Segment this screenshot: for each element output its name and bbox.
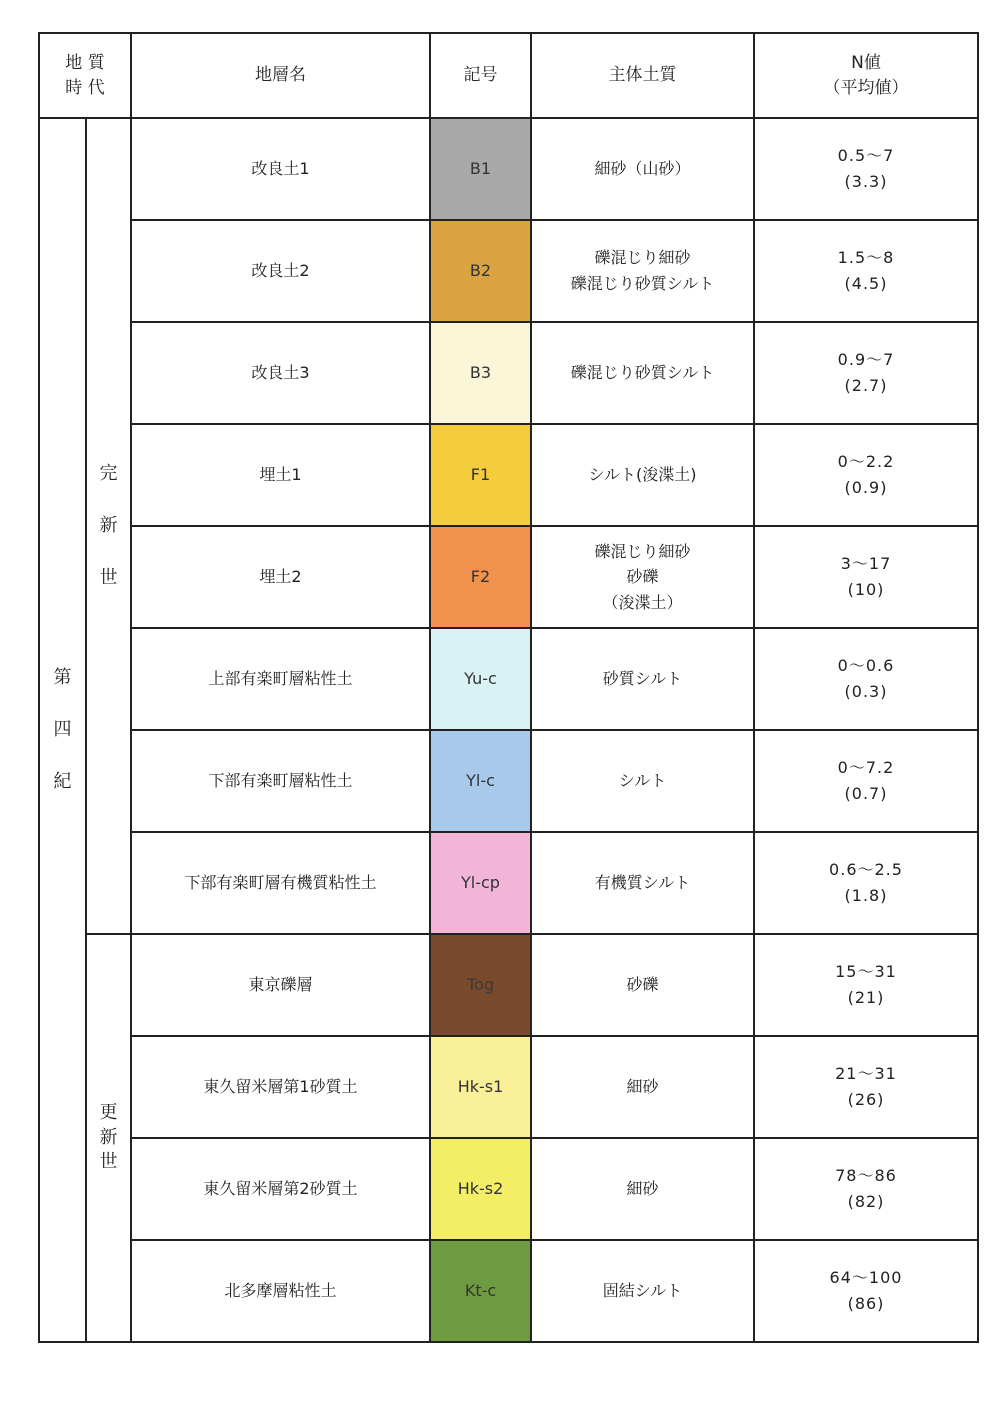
n-value-range: 15～31 xyxy=(835,962,897,982)
n-value-cell xyxy=(754,832,978,934)
main-soil-cell xyxy=(531,1036,754,1138)
stratum-name-cell: 上部有楽町層粘性土 xyxy=(131,628,430,730)
table-row xyxy=(39,322,978,424)
stratum-name-cell: 改良土2 xyxy=(131,220,430,322)
n-value-average: (0.3) xyxy=(844,682,888,701)
main-soil-line: 礫混じり砂質シルト xyxy=(570,363,715,383)
stratum-name-cell: 埋土1 xyxy=(131,424,430,526)
main-soil-line: 砂礫 xyxy=(626,975,659,995)
main-soil-line: シルト xyxy=(618,771,667,791)
strata-body xyxy=(39,118,978,1342)
n-value-range: 21～31 xyxy=(835,1064,897,1084)
main-soil-cell xyxy=(531,220,754,322)
symbol-swatch-cell: B1 xyxy=(430,118,531,220)
stratum-name-cell: 北多摩層粘性土 xyxy=(131,1240,430,1342)
symbol-swatch-cell: Yu-c xyxy=(430,628,531,730)
table-row xyxy=(39,118,978,220)
header-geologic-age-line1: 地 質 xyxy=(65,52,105,73)
n-value-range: 0.5～7 xyxy=(837,146,895,166)
n-value-average: (4.5) xyxy=(844,274,888,293)
symbol-swatch-cell: F1 xyxy=(430,424,531,526)
n-value-average: (1.8) xyxy=(844,886,888,905)
main-soil-line: シルト(浚渫土) xyxy=(588,465,697,485)
n-value-range: 0～2.2 xyxy=(837,452,895,472)
table-row xyxy=(39,1036,978,1138)
epoch-holocene-label: 完新世 xyxy=(99,462,118,589)
main-soil-line: 礫混じり細砂 xyxy=(594,541,691,561)
main-soil-cell xyxy=(531,322,754,424)
table-row xyxy=(39,1240,978,1342)
main-soil-line: 細砂 xyxy=(626,1077,659,1097)
n-value-range: 64～100 xyxy=(829,1268,903,1288)
n-value-average: (3.3) xyxy=(844,172,888,191)
stratum-name-cell: 下部有楽町層有機質粘性土 xyxy=(131,832,430,934)
strata-table xyxy=(38,32,979,1343)
header-stratum-name: 地層名 xyxy=(131,33,430,118)
main-soil-cell xyxy=(531,628,754,730)
n-value-range: 1.5～8 xyxy=(837,248,895,268)
table-row xyxy=(39,832,978,934)
header-row xyxy=(39,33,978,118)
main-soil-line: （浚渫土） xyxy=(602,592,683,612)
n-value-cell xyxy=(754,220,978,322)
n-value-cell xyxy=(754,628,978,730)
table-row xyxy=(39,628,978,730)
symbol-swatch-cell: Yl-cp xyxy=(430,832,531,934)
n-value-cell xyxy=(754,526,978,628)
stratum-name-cell: 改良土1 xyxy=(131,118,430,220)
table-row xyxy=(39,424,978,526)
table-row xyxy=(39,220,978,322)
symbol-swatch-cell: Tog xyxy=(430,934,531,1036)
n-value-cell xyxy=(754,424,978,526)
main-soil-line: 固結シルト xyxy=(602,1281,683,1301)
symbol-swatch-cell: F2 xyxy=(430,526,531,628)
n-value-range: 78～86 xyxy=(835,1166,897,1186)
n-value-cell xyxy=(754,1036,978,1138)
n-value-range: 0.6～2.5 xyxy=(829,860,903,880)
main-soil-cell xyxy=(531,832,754,934)
stratum-name-cell: 東京礫層 xyxy=(131,934,430,1036)
n-value-cell xyxy=(754,730,978,832)
epoch-holocene-cell xyxy=(86,118,131,934)
stratum-name-cell: 下部有楽町層粘性土 xyxy=(131,730,430,832)
n-value-range: 0.9～7 xyxy=(837,350,895,370)
main-soil-cell xyxy=(531,1240,754,1342)
table-row xyxy=(39,526,978,628)
n-value-cell xyxy=(754,934,978,1036)
n-value-average: (0.7) xyxy=(844,784,888,803)
n-value-average: (26) xyxy=(847,1090,885,1109)
n-value-range: 3～17 xyxy=(840,554,892,574)
table-row xyxy=(39,730,978,832)
n-value-average: (21) xyxy=(847,988,885,1007)
symbol-swatch-cell: Hk-s1 xyxy=(430,1036,531,1138)
n-value-cell xyxy=(754,1240,978,1342)
n-value-average: (86) xyxy=(847,1294,885,1313)
epoch-pleistocene-cell xyxy=(86,934,131,1342)
symbol-swatch-cell: Yl-c xyxy=(430,730,531,832)
stratum-name-cell: 東久留米層第1砂質土 xyxy=(131,1036,430,1138)
stratum-name-cell: 改良土3 xyxy=(131,322,430,424)
n-value-average: (0.9) xyxy=(844,478,888,497)
main-soil-cell xyxy=(531,934,754,1036)
main-soil-line: 有機質シルト xyxy=(594,873,691,893)
n-value-average: (82) xyxy=(847,1192,885,1211)
n-value-cell xyxy=(754,1138,978,1240)
main-soil-line: 細砂 xyxy=(626,1179,659,1199)
main-soil-line: 礫混じり砂質シルト xyxy=(570,274,715,293)
symbol-swatch-cell: Kt-c xyxy=(430,1240,531,1342)
n-value-cell xyxy=(754,118,978,220)
header-n-value-line2: （平均値） xyxy=(823,77,909,98)
n-value-range: 0～0.6 xyxy=(837,656,895,676)
stratum-name-cell: 東久留米層第2砂質土 xyxy=(131,1138,430,1240)
header-symbol: 記号 xyxy=(430,33,531,118)
header-geologic-age-line2: 時 代 xyxy=(65,77,105,98)
stratum-name-cell: 埋土2 xyxy=(131,526,430,628)
table-row xyxy=(39,934,978,1036)
symbol-swatch-cell: Hk-s2 xyxy=(430,1138,531,1240)
header-main-soil: 主体土質 xyxy=(531,33,754,118)
n-value-average: (2.7) xyxy=(844,376,888,395)
main-soil-cell xyxy=(531,526,754,628)
n-value-average: (10) xyxy=(847,580,885,599)
main-soil-line: 礫混じり細砂 xyxy=(594,248,691,268)
main-soil-cell xyxy=(531,730,754,832)
header-geologic-age xyxy=(39,33,131,118)
main-soil-line: 砂質シルト xyxy=(602,669,683,689)
period-label: 第四紀 xyxy=(53,666,72,793)
header-n-value xyxy=(754,33,978,118)
n-value-range: 0～7.2 xyxy=(837,758,895,778)
symbol-swatch-cell: B2 xyxy=(430,220,531,322)
n-value-cell xyxy=(754,322,978,424)
header-n-value-line1: N値 xyxy=(851,52,881,73)
symbol-swatch-cell: B3 xyxy=(430,322,531,424)
main-soil-cell xyxy=(531,118,754,220)
table-row xyxy=(39,1138,978,1240)
main-soil-cell xyxy=(531,1138,754,1240)
main-soil-line: 細砂（山砂） xyxy=(594,159,691,179)
main-soil-cell xyxy=(531,424,754,526)
main-soil-line: 砂礫 xyxy=(626,567,659,587)
epoch-pleistocene-label: 更新世 xyxy=(99,1102,118,1172)
period-cell xyxy=(39,118,86,1342)
